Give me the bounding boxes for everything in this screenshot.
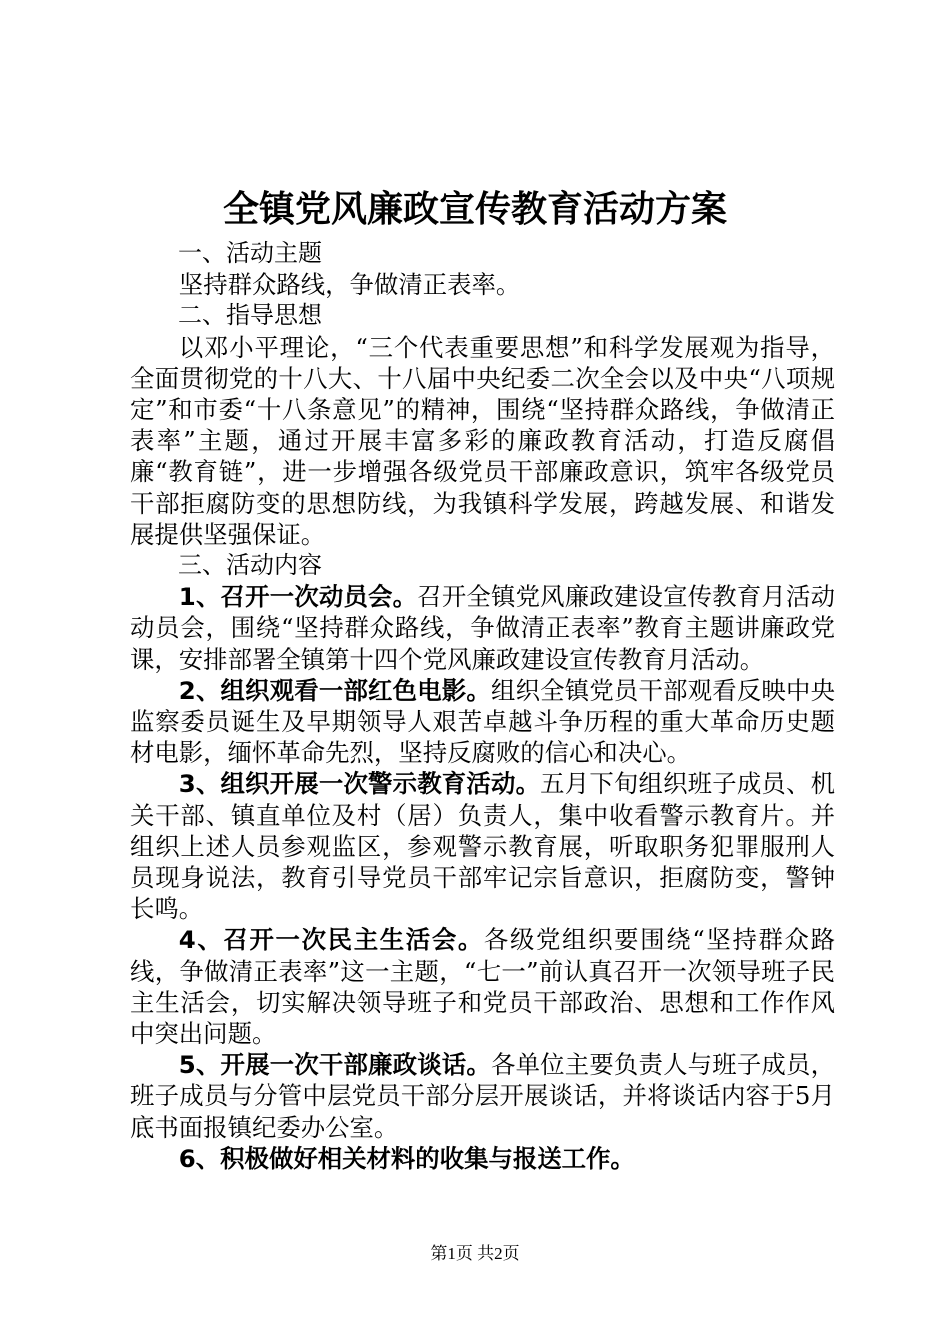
activity-item-text: 组织全镇党员干部观看反映中央监察委员诞生及早期领导人艰苦卓越斗争历程的重大革命历史题材电影，缅怀革命先烈，坚持反腐败的信心和决心。 (130, 675, 835, 768)
section-heading-theme: 一、活动主题 (178, 239, 322, 267)
activity-item-text: 各级党组织要围绕“坚持群众路线，争做清正表率”这一主题，“七一”前认真召开一次领导班子民主生活会，切实解决领导班子和党员干部政治、思想和工作作风中突出问题。 (130, 925, 835, 1049)
activity-item (130, 675, 835, 769)
activity-item (130, 581, 835, 675)
activity-item-text: 各单位主要负责人与班子成员，班子成员与分管中层党员干部分层开展谈话，并将谈话内容于5月底书面报镇纪委办公室。 (130, 1050, 835, 1142)
activity-item (130, 1143, 835, 1174)
activity-item (130, 924, 835, 1049)
activity-item-lead: 1、召开一次动员会。 (178, 582, 418, 612)
activity-item-lead: 2、组织观看一部红色电影。 (178, 675, 491, 705)
document-body (130, 238, 835, 1174)
activity-item-lead: 5、开展一次干部廉政谈话。 (178, 1050, 491, 1080)
activity-item (130, 1049, 835, 1143)
section-text-guiding-thought: 以邓小平理论，“三个代表重要思想”和科学发展观为指导，全面贯彻党的十八大、十八届中央纪委二次全会以及中央“八项规定”和市委“十八条意见”的精神，围绕“坚持群众路线，争做清正表率”主题，通过开展丰富多彩的廉政教育活动，打造反腐倡廉“教育链”，进一步增强各级党员干部廉政意识，筑牢各级党员干部拒腐防变的思想防线，为我镇科学发展，跨越发展、和谐发展提供坚强保证。 (130, 332, 835, 549)
section-heading-activities: 三、活动内容 (178, 551, 322, 580)
activity-item-lead: 3、组织开展一次警示教育活动。 (178, 769, 541, 799)
activity-item-lead: 6、积极做好相关材料的收集与报送工作。 (178, 1143, 635, 1173)
activity-item-lead: 4、召开一次民主生活会。 (178, 925, 484, 955)
activity-item (130, 768, 835, 924)
document-title: 全镇党风廉政宣传教育活动方案 (222, 189, 727, 230)
section-text-theme: 坚持群众路线，争做清正表率。 (178, 270, 521, 300)
activity-item-text: 召开全镇党风廉政建设宣传教育月活动动员会，围绕“坚持群众路线，争做清正表率”教育主题讲廉政党课，安排部署全镇第十四个党风廉政建设宣传教育月活动。 (130, 582, 835, 674)
page-footer: 第1页 共2页 (430, 1244, 520, 1263)
activity-item-text: 五月下旬组织班子成员、机关干部、镇直单位及村（居）负责人，集中收看警示教育片。并组织上述人员参观监区，参观警示教育展，听取职务犯罪服刑人员现身说法，教育引导党员干部牢记宗旨意识，拒腐防变，警钟长鸣。 (130, 769, 835, 924)
section-heading-guiding-thought: 二、指导思想 (178, 301, 322, 330)
